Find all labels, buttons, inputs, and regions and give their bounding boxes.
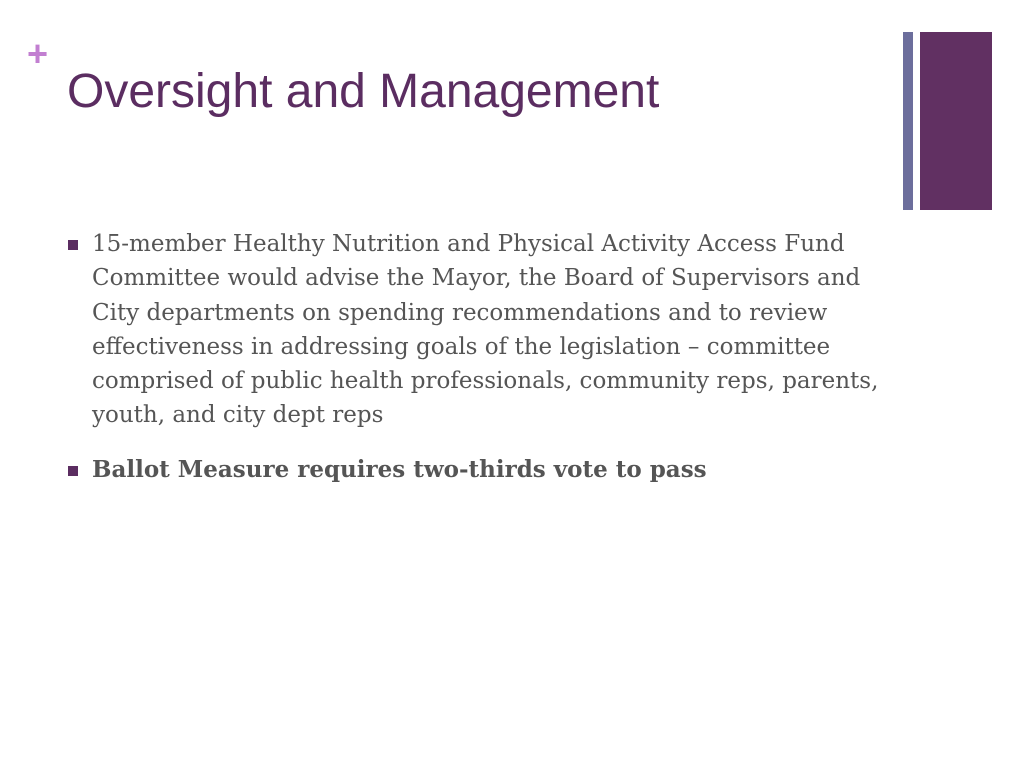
slide-title: Oversight and Management	[67, 65, 660, 118]
bullet-square-icon	[68, 466, 78, 476]
accent-bar-thin	[903, 32, 913, 210]
bullet-text: 15-member Healthy Nutrition and Physical Activity Access Fund Committee would advise the Mayor, the Board of Supervisors and City departments on spending recommendations and to review effectiveness in addressing goals of the legislation – committee comprised of public health professionals, community reps, parents, youth, and city dept reps	[92, 231, 879, 429]
bullet-list	[66, 227, 906, 507]
bullet-item-ballot-measure	[66, 453, 906, 487]
bullet-text: Ballot Measure requires two-thirds vote to pass	[92, 455, 707, 483]
accent-bar-thick	[920, 32, 992, 210]
plus-icon: +	[27, 33, 49, 74]
bullet-item-committee	[66, 227, 906, 433]
bullet-square-icon	[68, 240, 78, 250]
